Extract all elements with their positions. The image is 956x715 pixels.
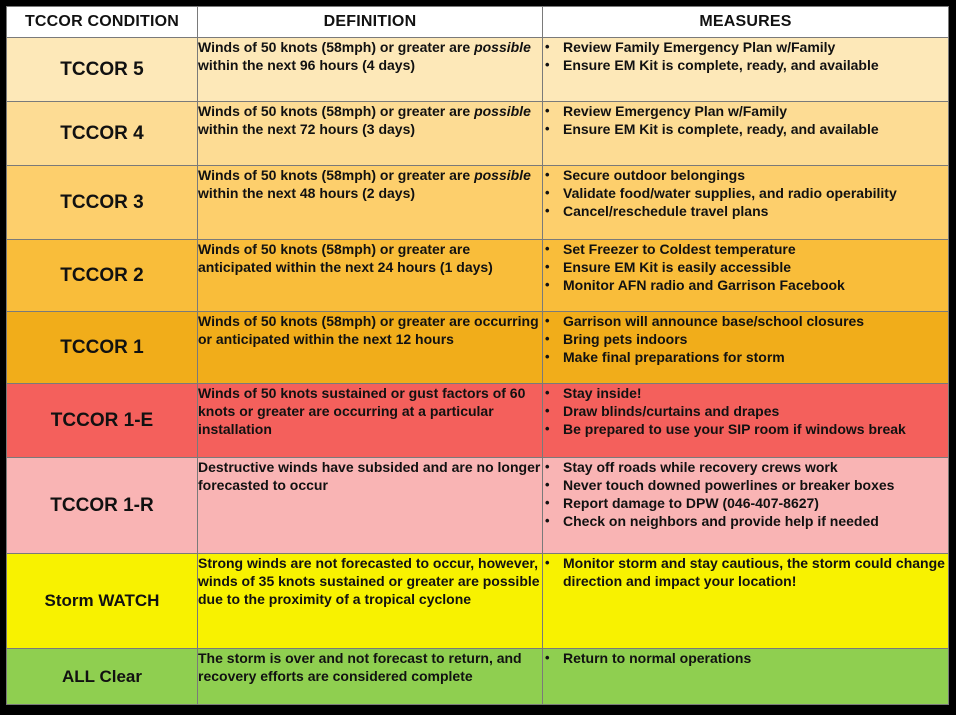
definition-text-end: within the next 96 hours (4 days) [198, 57, 416, 73]
tccor-table [6, 6, 949, 705]
measures-list [543, 458, 948, 530]
measures-list [543, 384, 948, 438]
table-row [7, 649, 949, 705]
definition-text: Winds of 50 knots (58mph) or greater are [198, 167, 475, 183]
measure-item: • Monitor storm and stay cautious, the storm could change direction and impact your location! [543, 554, 948, 590]
definition-cell [198, 554, 543, 649]
measure-item: • Secure outdoor belongings [543, 166, 948, 184]
measure-item: • Ensure EM Kit is complete, ready, and available [543, 56, 948, 74]
definition-text: Winds of 50 knots sustained or gust factors of 60 knots or greater are occurring at a particular installation [198, 385, 526, 437]
measure-item: • Draw blinds/curtains and drapes [543, 402, 948, 420]
header-row [7, 7, 949, 38]
table-row [7, 458, 949, 554]
condition-name: TCCOR 1 [7, 312, 198, 384]
measures-cell [543, 240, 949, 312]
measures-list [543, 312, 948, 366]
table-body [7, 38, 949, 705]
measure-item: • Report damage to DPW (046-407-8627) [543, 494, 948, 512]
measures-cell [543, 38, 949, 102]
measure-item: • Be prepared to use your SIP room if windows break [543, 420, 948, 438]
table-row [7, 240, 949, 312]
measure-item: • Monitor AFN radio and Garrison Facebook [543, 276, 948, 294]
measure-item: • Validate food/water supplies, and radio operability [543, 184, 948, 202]
condition-name: Storm WATCH [7, 554, 198, 649]
measures-list [543, 554, 948, 590]
measure-item: • Stay off roads while recovery crews work [543, 458, 948, 476]
condition-name: TCCOR 1-E [7, 384, 198, 458]
measures-cell [543, 384, 949, 458]
measures-list [543, 38, 948, 74]
measure-item: • Return to normal operations [543, 649, 948, 667]
definition-text-end: within the next 48 hours (2 days) [198, 185, 416, 201]
table-row [7, 384, 949, 458]
measures-cell [543, 312, 949, 384]
measures-list [543, 102, 948, 138]
definition-cell [198, 102, 543, 166]
table-row [7, 38, 949, 102]
definition-emphasis: possible [474, 103, 531, 119]
condition-name: ALL Clear [7, 649, 198, 705]
definition-text: Winds of 50 knots (58mph) or greater are [198, 39, 475, 55]
measure-item: • Never touch downed powerlines or breaker boxes [543, 476, 948, 494]
definition-text: Winds of 50 knots (58mph) or greater are anticipated within the next 24 hours (1 days) [198, 241, 493, 275]
definition-text: Winds of 50 knots (58mph) or greater are [198, 103, 475, 119]
table-row [7, 102, 949, 166]
condition-name: TCCOR 1-R [7, 458, 198, 554]
definition-cell [198, 312, 543, 384]
table-row [7, 554, 949, 649]
measure-item: • Ensure EM Kit is easily accessible [543, 258, 948, 276]
measures-cell [543, 554, 949, 649]
measure-item: • Review Emergency Plan w/Family [543, 102, 948, 120]
definition-cell [198, 458, 543, 554]
measure-item: • Bring pets indoors [543, 330, 948, 348]
definition-emphasis: possible [474, 39, 531, 55]
condition-name: TCCOR 5 [7, 38, 198, 102]
definition-cell [198, 166, 543, 240]
measure-item: • Stay inside! [543, 384, 948, 402]
table-row [7, 312, 949, 384]
measure-item: • Review Family Emergency Plan w/Family [543, 38, 948, 56]
table-row [7, 166, 949, 240]
definition-text: Winds of 50 knots (58mph) or greater are occurring or anticipated within the next 12 hours [198, 313, 539, 347]
measures-list [543, 240, 948, 294]
definition-emphasis: possible [474, 167, 531, 183]
measures-list [543, 649, 948, 667]
measures-cell [543, 649, 949, 705]
condition-name: TCCOR 3 [7, 166, 198, 240]
definition-cell [198, 240, 543, 312]
definition-cell [198, 38, 543, 102]
condition-name: TCCOR 4 [7, 102, 198, 166]
measure-item: • Check on neighbors and provide help if needed [543, 512, 948, 530]
measure-item: • Ensure EM Kit is complete, ready, and available [543, 120, 948, 138]
definition-text-end: within the next 72 hours (3 days) [198, 121, 416, 137]
header-definition: DEFINITION [198, 7, 543, 38]
measures-list [543, 166, 948, 220]
definition-text: The storm is over and not forecast to return, and recovery efforts are considered complete [198, 650, 522, 684]
measures-cell [543, 102, 949, 166]
definition-text: Strong winds are not forecasted to occur, however, winds of 35 knots sustained or greater are possible due to the proximity of a tropical cyclone [198, 555, 540, 607]
measures-cell [543, 458, 949, 554]
measure-item: • Make final preparations for storm [543, 348, 948, 366]
condition-name: TCCOR 2 [7, 240, 198, 312]
measure-item: • Garrison will announce base/school closures [543, 312, 948, 330]
header-condition: TCCOR CONDITION [7, 7, 198, 38]
definition-cell [198, 384, 543, 458]
measure-item: • Set Freezer to Coldest temperature [543, 240, 948, 258]
measure-item: • Cancel/reschedule travel plans [543, 202, 948, 220]
definition-text: Destructive winds have subsided and are no longer forecasted to occur [198, 459, 541, 493]
header-measures: MEASURES [543, 7, 949, 38]
measures-cell [543, 166, 949, 240]
definition-cell [198, 649, 543, 705]
